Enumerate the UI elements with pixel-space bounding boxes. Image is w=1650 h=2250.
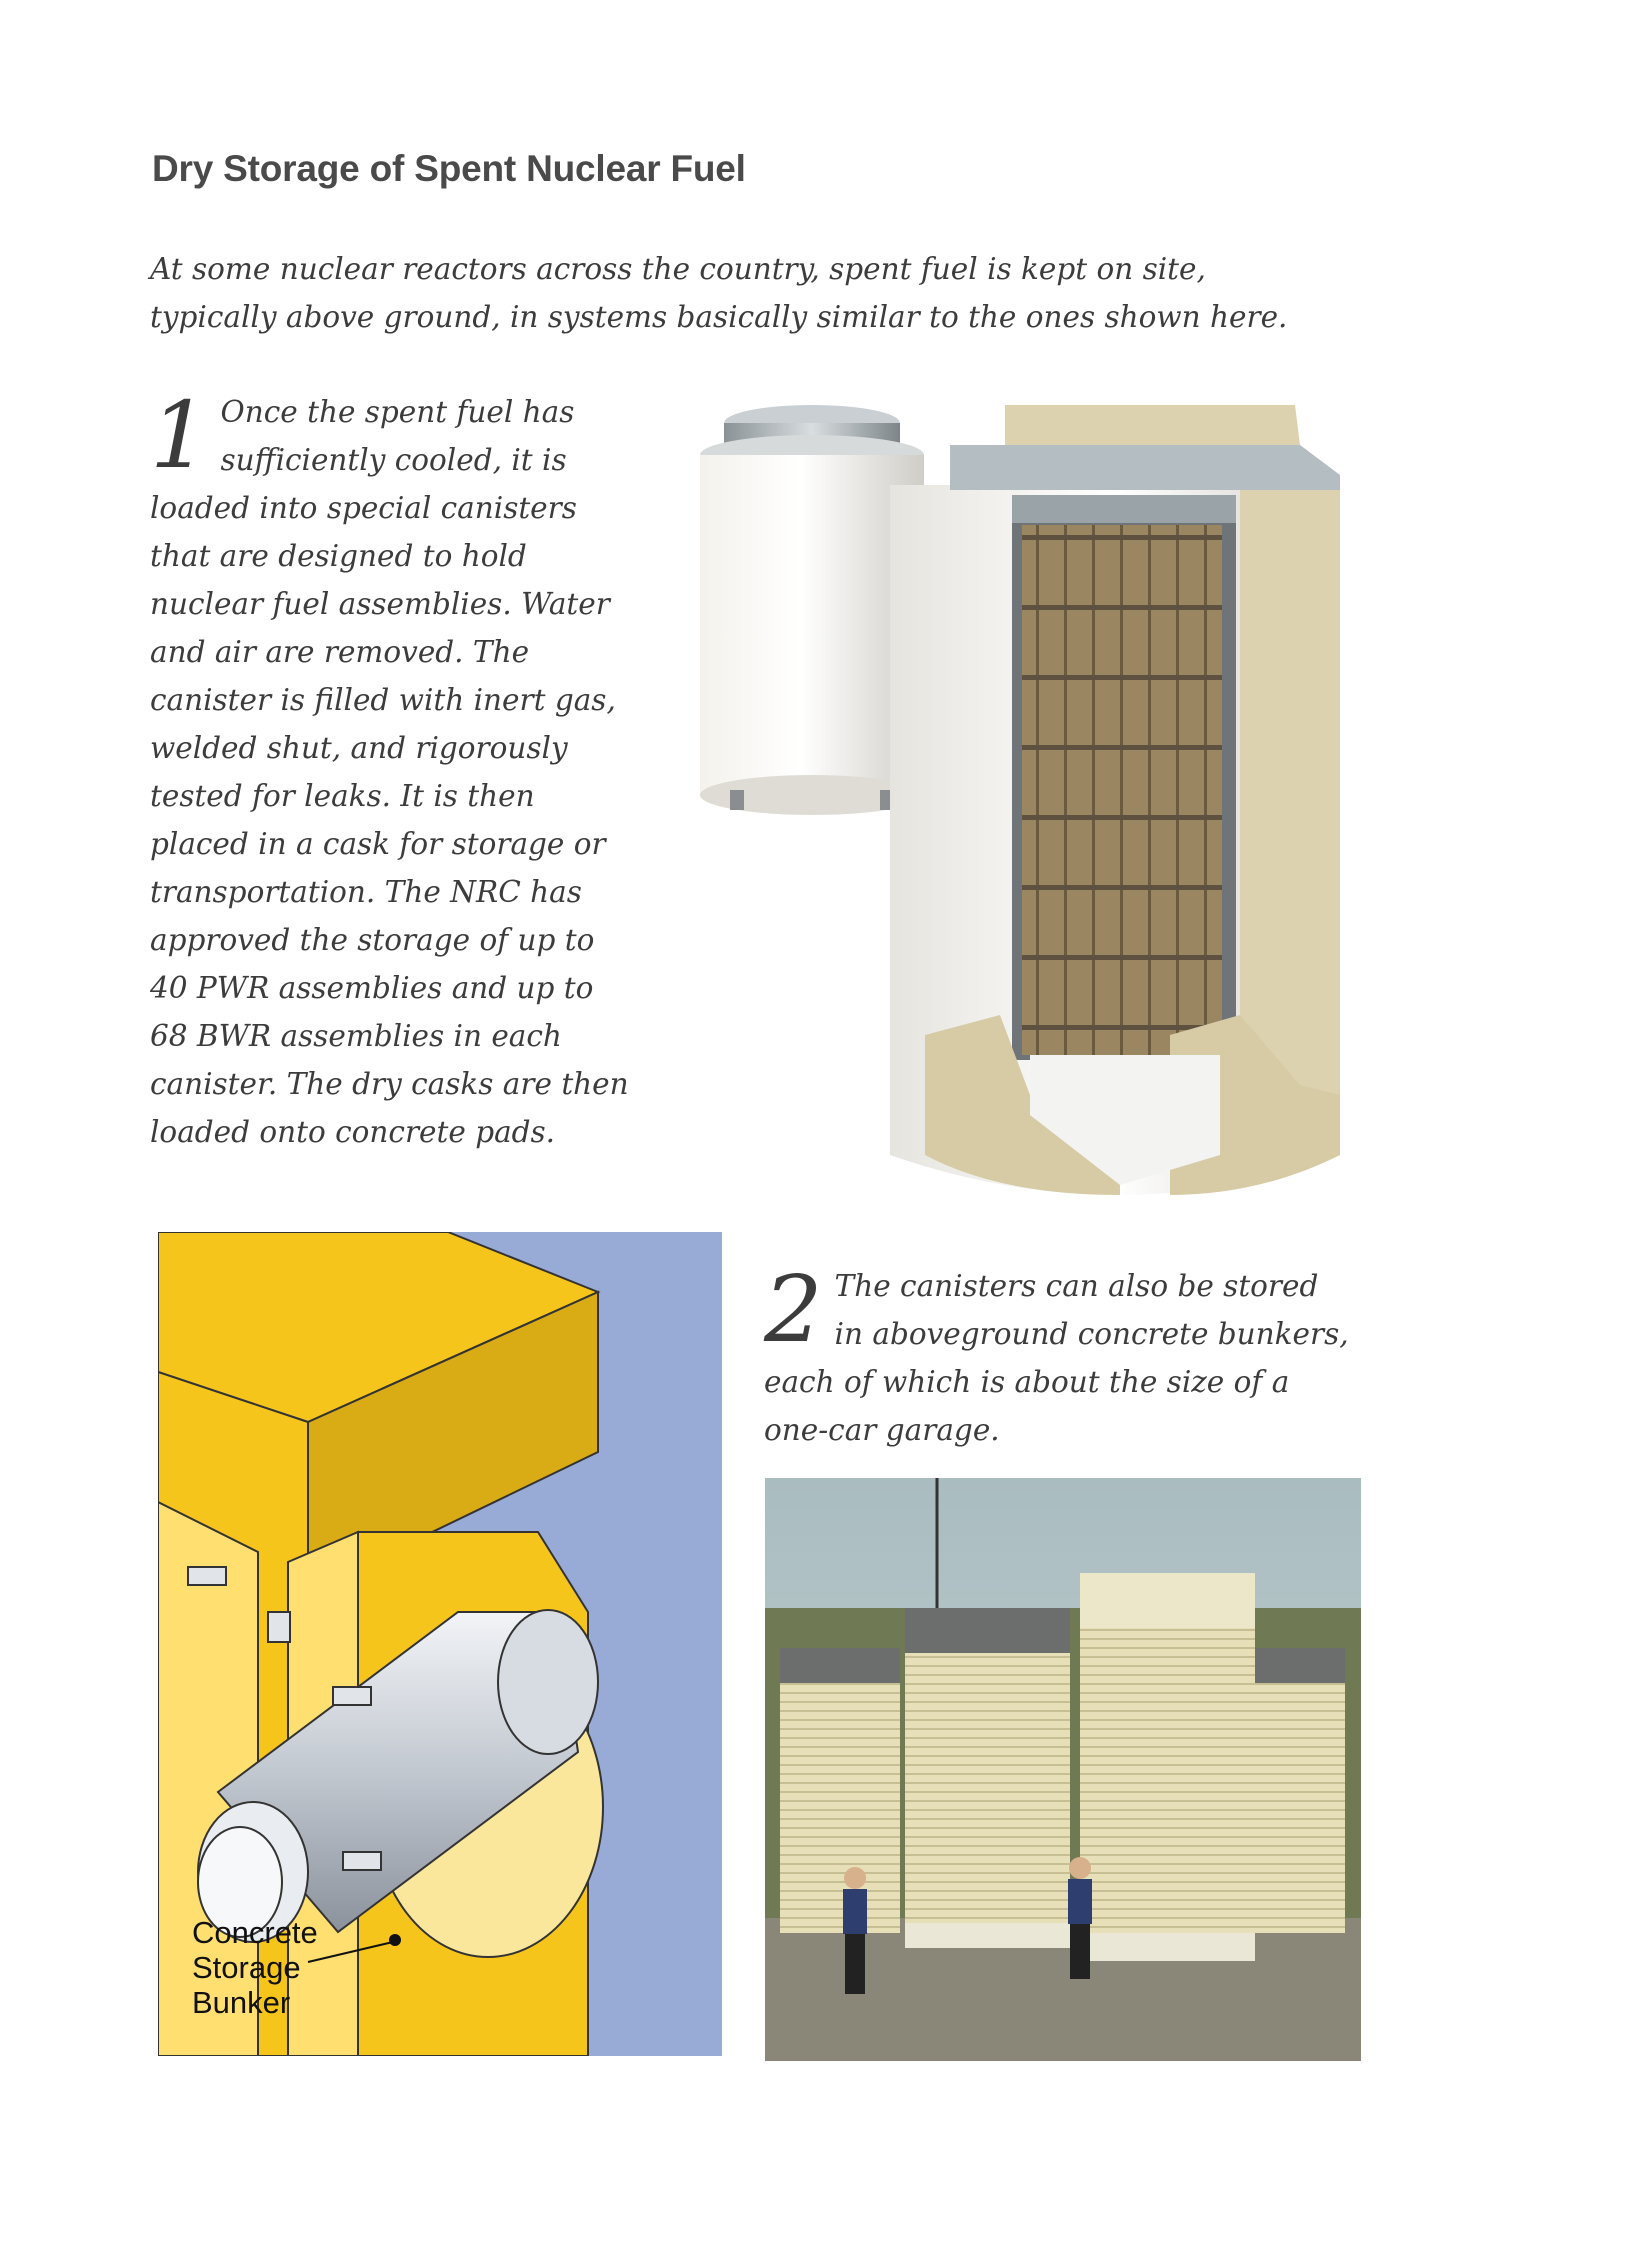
step-1-line: canister. The dry casks are then <box>150 1067 629 1101</box>
step-1-line: nuclear fuel assemblies. Water <box>150 587 610 621</box>
cask-lid-concrete <box>1005 405 1300 445</box>
step-2-line: one-car garage. <box>764 1413 1000 1447</box>
step-2-number: 2 <box>764 1256 823 1363</box>
callout-line: Bunker <box>192 1985 291 2020</box>
step-1-line: canister is filled with inert gas, <box>150 683 616 717</box>
step-2-line: The canisters can also be stored <box>834 1269 1319 1303</box>
storage-cask <box>905 1623 1070 1943</box>
step-2-paragraph <box>764 1256 1404 1454</box>
storage-cask <box>780 1653 900 1933</box>
step-1-line: Once the spent fuel has <box>220 395 575 429</box>
fuel-assemblies <box>1022 525 1222 1055</box>
intro-paragraph <box>150 245 1410 341</box>
step-1-line: welded shut, and rigorously <box>150 731 568 765</box>
callout-line: Concrete <box>192 1915 318 1950</box>
step-1-line: and air are removed. The <box>150 635 530 669</box>
intro-line: typically above ground, in systems basically similar to the ones shown here. <box>150 300 1288 334</box>
storage-cask <box>1080 1573 1255 1953</box>
dry-cask-storage-photo <box>765 1478 1361 2061</box>
step-2-line: in aboveground concrete bunkers, <box>834 1317 1349 1351</box>
step-1-line: loaded into special canisters <box>150 491 577 525</box>
step-1-line: sufficiently cooled, it is <box>220 443 567 477</box>
step-2-line: each of which is about the size of a <box>764 1365 1290 1399</box>
bunker-callout-label <box>192 1915 392 2020</box>
step-1-number: 1 <box>150 382 209 489</box>
step-1-line: tested for leaks. It is then <box>150 779 535 813</box>
step-1-line: 68 BWR assemblies in each <box>150 1019 562 1053</box>
step-1-line: 40 PWR assemblies and up to <box>150 971 594 1005</box>
step-1-paragraph <box>150 382 670 1156</box>
step-1-line: approved the storage of up to <box>150 923 595 957</box>
intro-line: At some nuclear reactors across the country, spent fuel is kept on site, <box>150 252 1206 286</box>
step-1-line: transportation. The NRC has <box>150 875 582 909</box>
step-1-line: loaded onto concrete pads. <box>150 1115 556 1149</box>
page-title: Dry Storage of Spent Nuclear Fuel <box>152 148 746 189</box>
step-1-line: placed in a cask for storage or <box>150 827 606 861</box>
dry-cask-cutaway-illustration <box>700 395 1360 1255</box>
step-1-line: that are designed to hold <box>150 539 527 573</box>
callout-line: Storage <box>192 1950 301 1985</box>
